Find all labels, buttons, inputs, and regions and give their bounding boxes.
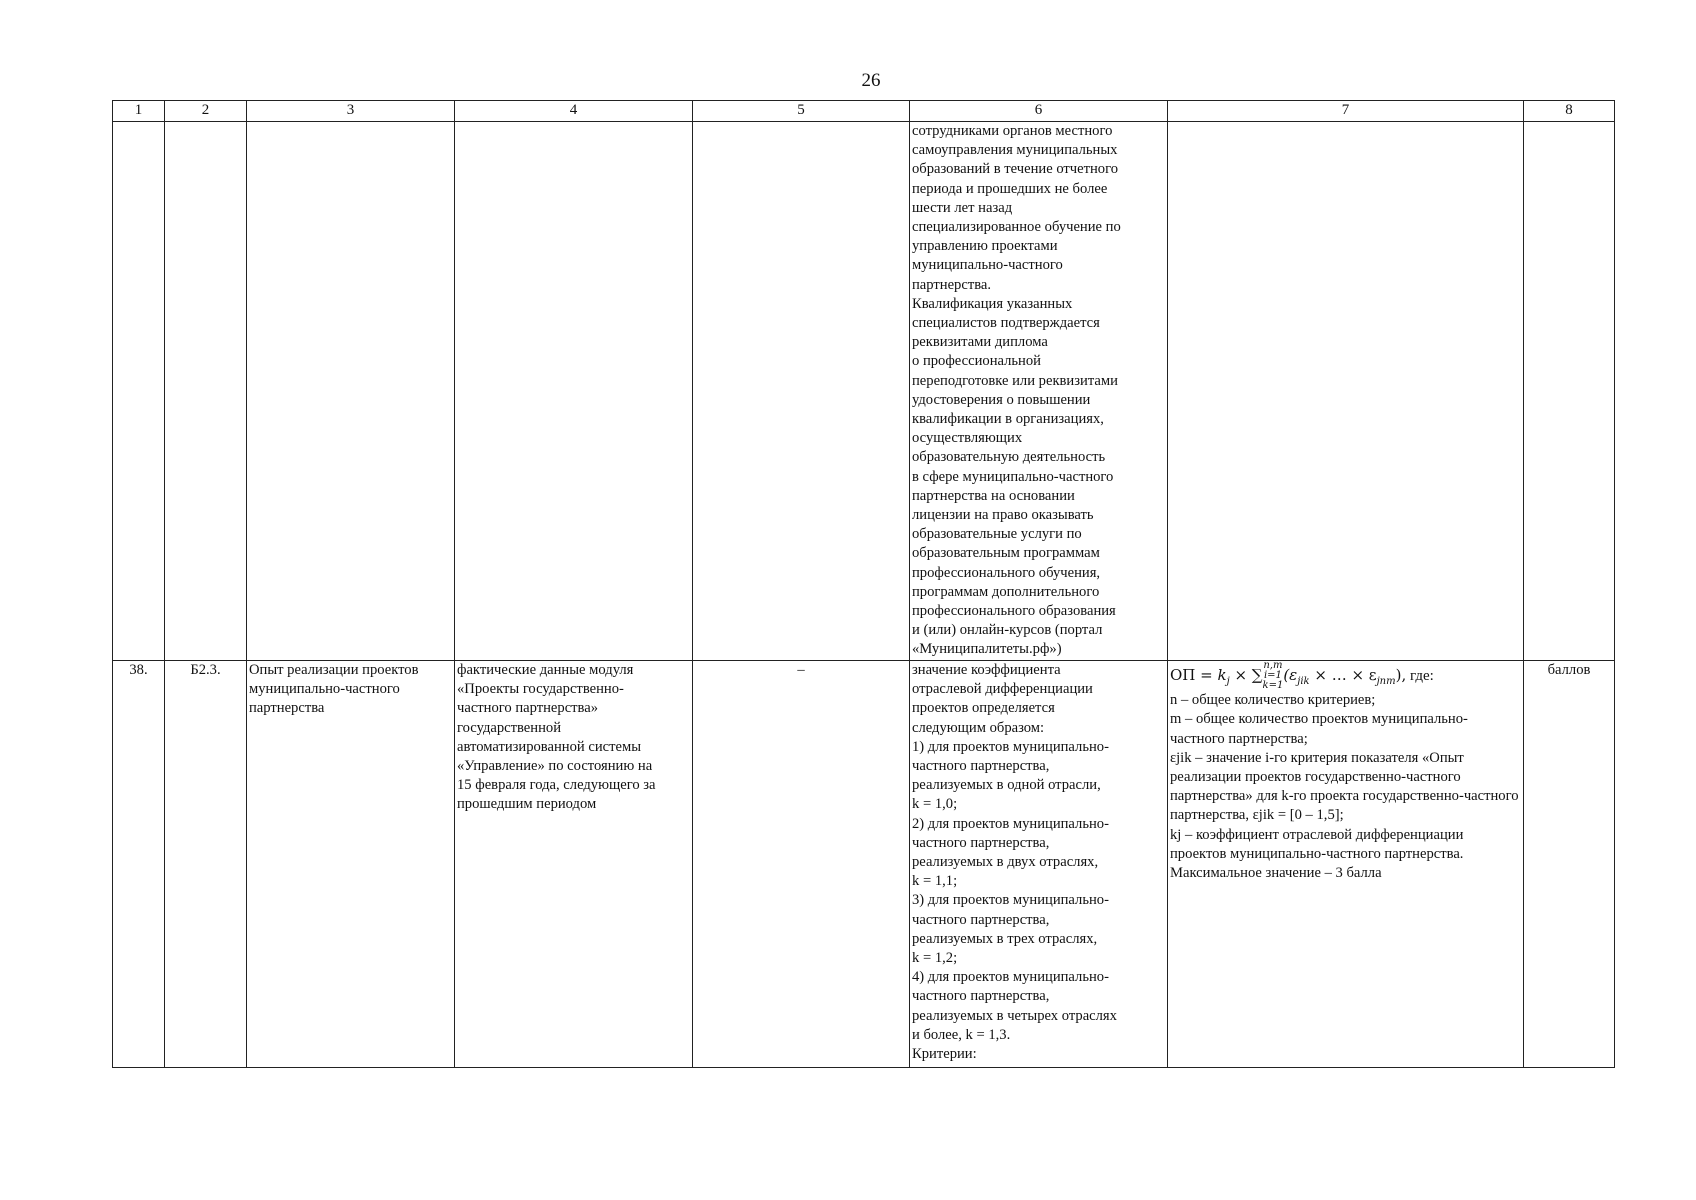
formula-e2-sub: jnm — [1376, 676, 1396, 687]
data-source: фактические данные модуля «Проекты государственно- частного партнерства» государственной автоматизированной системы «Управление» по состоянию на 15 февраля года, следующего за прошедшим периодом — [455, 661, 693, 1068]
table-row-continuation — [113, 122, 1615, 661]
formula-e1-sub: jik — [1297, 676, 1310, 687]
column-header-6: 6 — [910, 101, 1168, 122]
formula-body: (ε — [1283, 666, 1298, 684]
formula — [1170, 661, 1521, 691]
cell-empty — [247, 122, 455, 661]
column-header-2: 2 — [165, 101, 247, 122]
max-value-note: Максимальное значение – 3 балла — [1170, 865, 1382, 882]
column-header-8: 8 — [1524, 101, 1615, 122]
definition-m: m – общее количество проектов муниципально-частного партнерства; — [1170, 711, 1468, 747]
formula-kj: k — [1217, 666, 1227, 684]
sum-lower-k: k=1 — [1262, 680, 1284, 691]
sum-upper: n,m — [1263, 660, 1283, 671]
formula-lhs: ОП = — [1170, 666, 1218, 684]
row-number: 38. — [113, 661, 165, 1068]
method-continuation-text: сотрудниками органов местного самоуправления муниципальных образований в течение отчетного периода и прошедших не более шести лет назад специализированное обучение по управлению проектами муниципально-частного партнерства. Квалификация указанных специалистов подтверждается реквизитами диплома о профессиональной переподготовке или реквизитами удостоверения о повышении квалификации в организациях, осуществляющих образовательную деятельность в сфере муниципально-частного партнерства на основании лицензии на право оказывать образовательные услуги по образовательным программам профессионального обучения, программам дополнительного профессионального образования и (или) онлайн-курсов (портал «Муниципалитеты.рф») — [910, 122, 1168, 661]
definition-kj: kj – коэффициент отраслевой дифференциации проектов муниципально-частного партнерства. — [1170, 826, 1464, 862]
cell-empty — [455, 122, 693, 661]
formula-times: × — [1229, 666, 1252, 684]
indicator-table — [112, 100, 1615, 1068]
cell-empty — [113, 122, 165, 661]
formula-middle: × … × ε — [1309, 666, 1377, 684]
unit-of-measure: баллов — [1524, 661, 1615, 1068]
column-5-value: – — [693, 661, 910, 1068]
formula-cell — [1168, 661, 1524, 1068]
column-header-5: 5 — [693, 101, 910, 122]
definition-epsilon: εjik – значение i-го критерия показателя «Опыт реализации проектов государственно-частного партнерства» для k-го проекта государственно-частного партнерства, εjik = [0 – 1,5]; — [1170, 749, 1519, 824]
formula-close: ), — [1395, 666, 1407, 684]
definition-n: n – общее количество критериев; — [1170, 692, 1376, 709]
column-header-4: 4 — [455, 101, 693, 122]
sum-lower-i: i=1 — [1263, 670, 1282, 681]
column-header-3: 3 — [247, 101, 455, 122]
formula-kj-sub: j — [1226, 676, 1230, 687]
table-row-38 — [113, 661, 1615, 1068]
column-header-1: 1 — [113, 101, 165, 122]
indicator-name: Опыт реализации проектов муниципально-частного партнерства — [247, 661, 455, 1068]
page-number: 26 — [861, 70, 881, 91]
calculation-method: значение коэффициента отраслевой дифференциации проектов определяется следующим образом: 1) для проектов муниципально- частного партнерства, реализуемых в одной отрасли, k = 1,0; 2) для проектов муниципально- частного партнерства, реализуемых в двух отраслях, k = 1,1; 3) для проектов муниципально- частного партнерства, реализуемых в трех отраслях, k = 1,2; 4) для проектов муниципально- частного партнерства, реализуемых в четырех отраслях и более, k = 1,3. Критерии: — [910, 661, 1168, 1068]
cell-empty — [165, 122, 247, 661]
sum-icon: ∑ — [1251, 666, 1263, 684]
sum-bounds — [1263, 661, 1284, 691]
column-header-7: 7 — [1168, 101, 1524, 122]
cell-empty — [693, 122, 910, 661]
formula-tail: где: — [1406, 668, 1434, 684]
indicator-code: Б2.3. — [165, 661, 247, 1068]
cell-empty — [1168, 122, 1524, 661]
cell-empty — [1524, 122, 1615, 661]
column-number-row — [113, 101, 1615, 122]
